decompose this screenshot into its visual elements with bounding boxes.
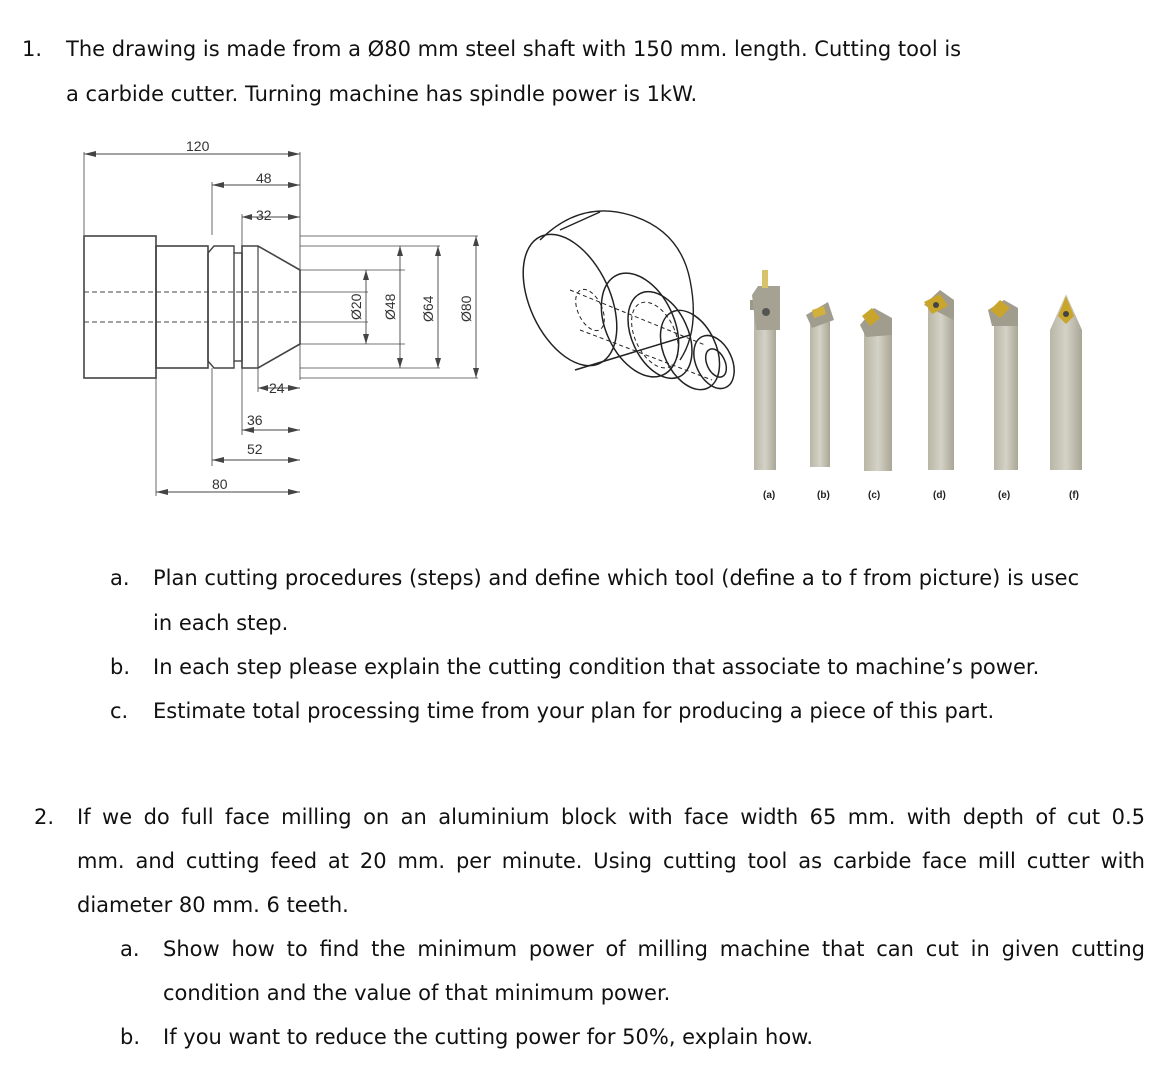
tool-e-image: [988, 300, 1018, 470]
q2-a-text-line-1: Show how to find the minimum power of milling machine that can cut in given cutting: [163, 937, 1145, 961]
question-2-text-line-1: If we do full face milling on an aluminium block with face width 65 mm. with depth of cut 0.5: [77, 805, 1145, 829]
tool-label-b: (b): [817, 490, 830, 501]
q1-c-label: c.: [110, 699, 129, 723]
tool-label-f: (f): [1069, 490, 1079, 501]
tool-b-image: [806, 302, 834, 467]
question-1-text-line-2: a carbide cutter. Turning machine has spindle power is 1kW.: [66, 82, 698, 106]
dim-48: 48: [256, 170, 272, 186]
dim-80: 80: [212, 476, 228, 492]
q1-a-label: a.: [110, 566, 130, 590]
q1-b-text: In each step please explain the cutting condition that associate to machine’s power.: [153, 655, 1040, 679]
q1-b-label: b.: [110, 655, 131, 679]
tool-label-e: (e): [998, 490, 1011, 501]
q2-b-text: If you want to reduce the cutting power for 50%, explain how.: [163, 1025, 814, 1049]
shaft-drawing: [84, 152, 478, 496]
question-2-text-line-3: diameter 80 mm. 6 teeth.: [77, 893, 349, 917]
q2-b-label: b.: [120, 1025, 141, 1049]
tool-label-a: (a): [763, 490, 776, 501]
cutting-tools: [750, 270, 1082, 471]
dim-24: 24: [269, 380, 285, 396]
question-1-number: 1.: [22, 37, 43, 61]
dim-dia-48: Ø48: [382, 293, 398, 320]
dim-dia-20: Ø20: [348, 293, 364, 320]
dim-52: 52: [247, 441, 263, 457]
question-2-number: 2.: [34, 805, 55, 829]
isometric-part-view: [504, 211, 742, 399]
tool-c-image: [860, 308, 892, 471]
dim-32: 32: [256, 207, 272, 223]
dim-dia-64: Ø64: [420, 295, 436, 322]
q1-c-text: Estimate total processing time from your plan for producing a piece of this part.: [153, 699, 995, 723]
question-1-figure: [0, 130, 1172, 520]
q2-a-label: a.: [120, 937, 140, 961]
question-1-text-line-1: The drawing is made from a Ø80 mm steel shaft with 150 mm. length. Cutting tool is: [66, 37, 962, 61]
tool-f-image: [1050, 294, 1082, 470]
dim-120: 120: [186, 138, 210, 154]
q1-a-text-line-2: in each step.: [153, 611, 289, 635]
q2-a-text-line-2: condition and the value of that minimum power.: [163, 981, 671, 1005]
dim-dia-80: Ø80: [458, 295, 474, 322]
q1-a-text-line-1: Plan cutting procedures (steps) and define which tool (define a to f from picture) is usec: [153, 566, 1080, 590]
tool-label-c: (c): [868, 490, 881, 501]
tool-d-image: [924, 290, 954, 470]
tool-a-image: [750, 270, 780, 470]
dim-36: 36: [247, 412, 263, 428]
tool-label-d: (d): [933, 490, 946, 501]
question-2-text-line-2: mm. and cutting feed at 20 mm. per minute. Using cutting tool as carbide face mill cutter with: [77, 849, 1145, 873]
